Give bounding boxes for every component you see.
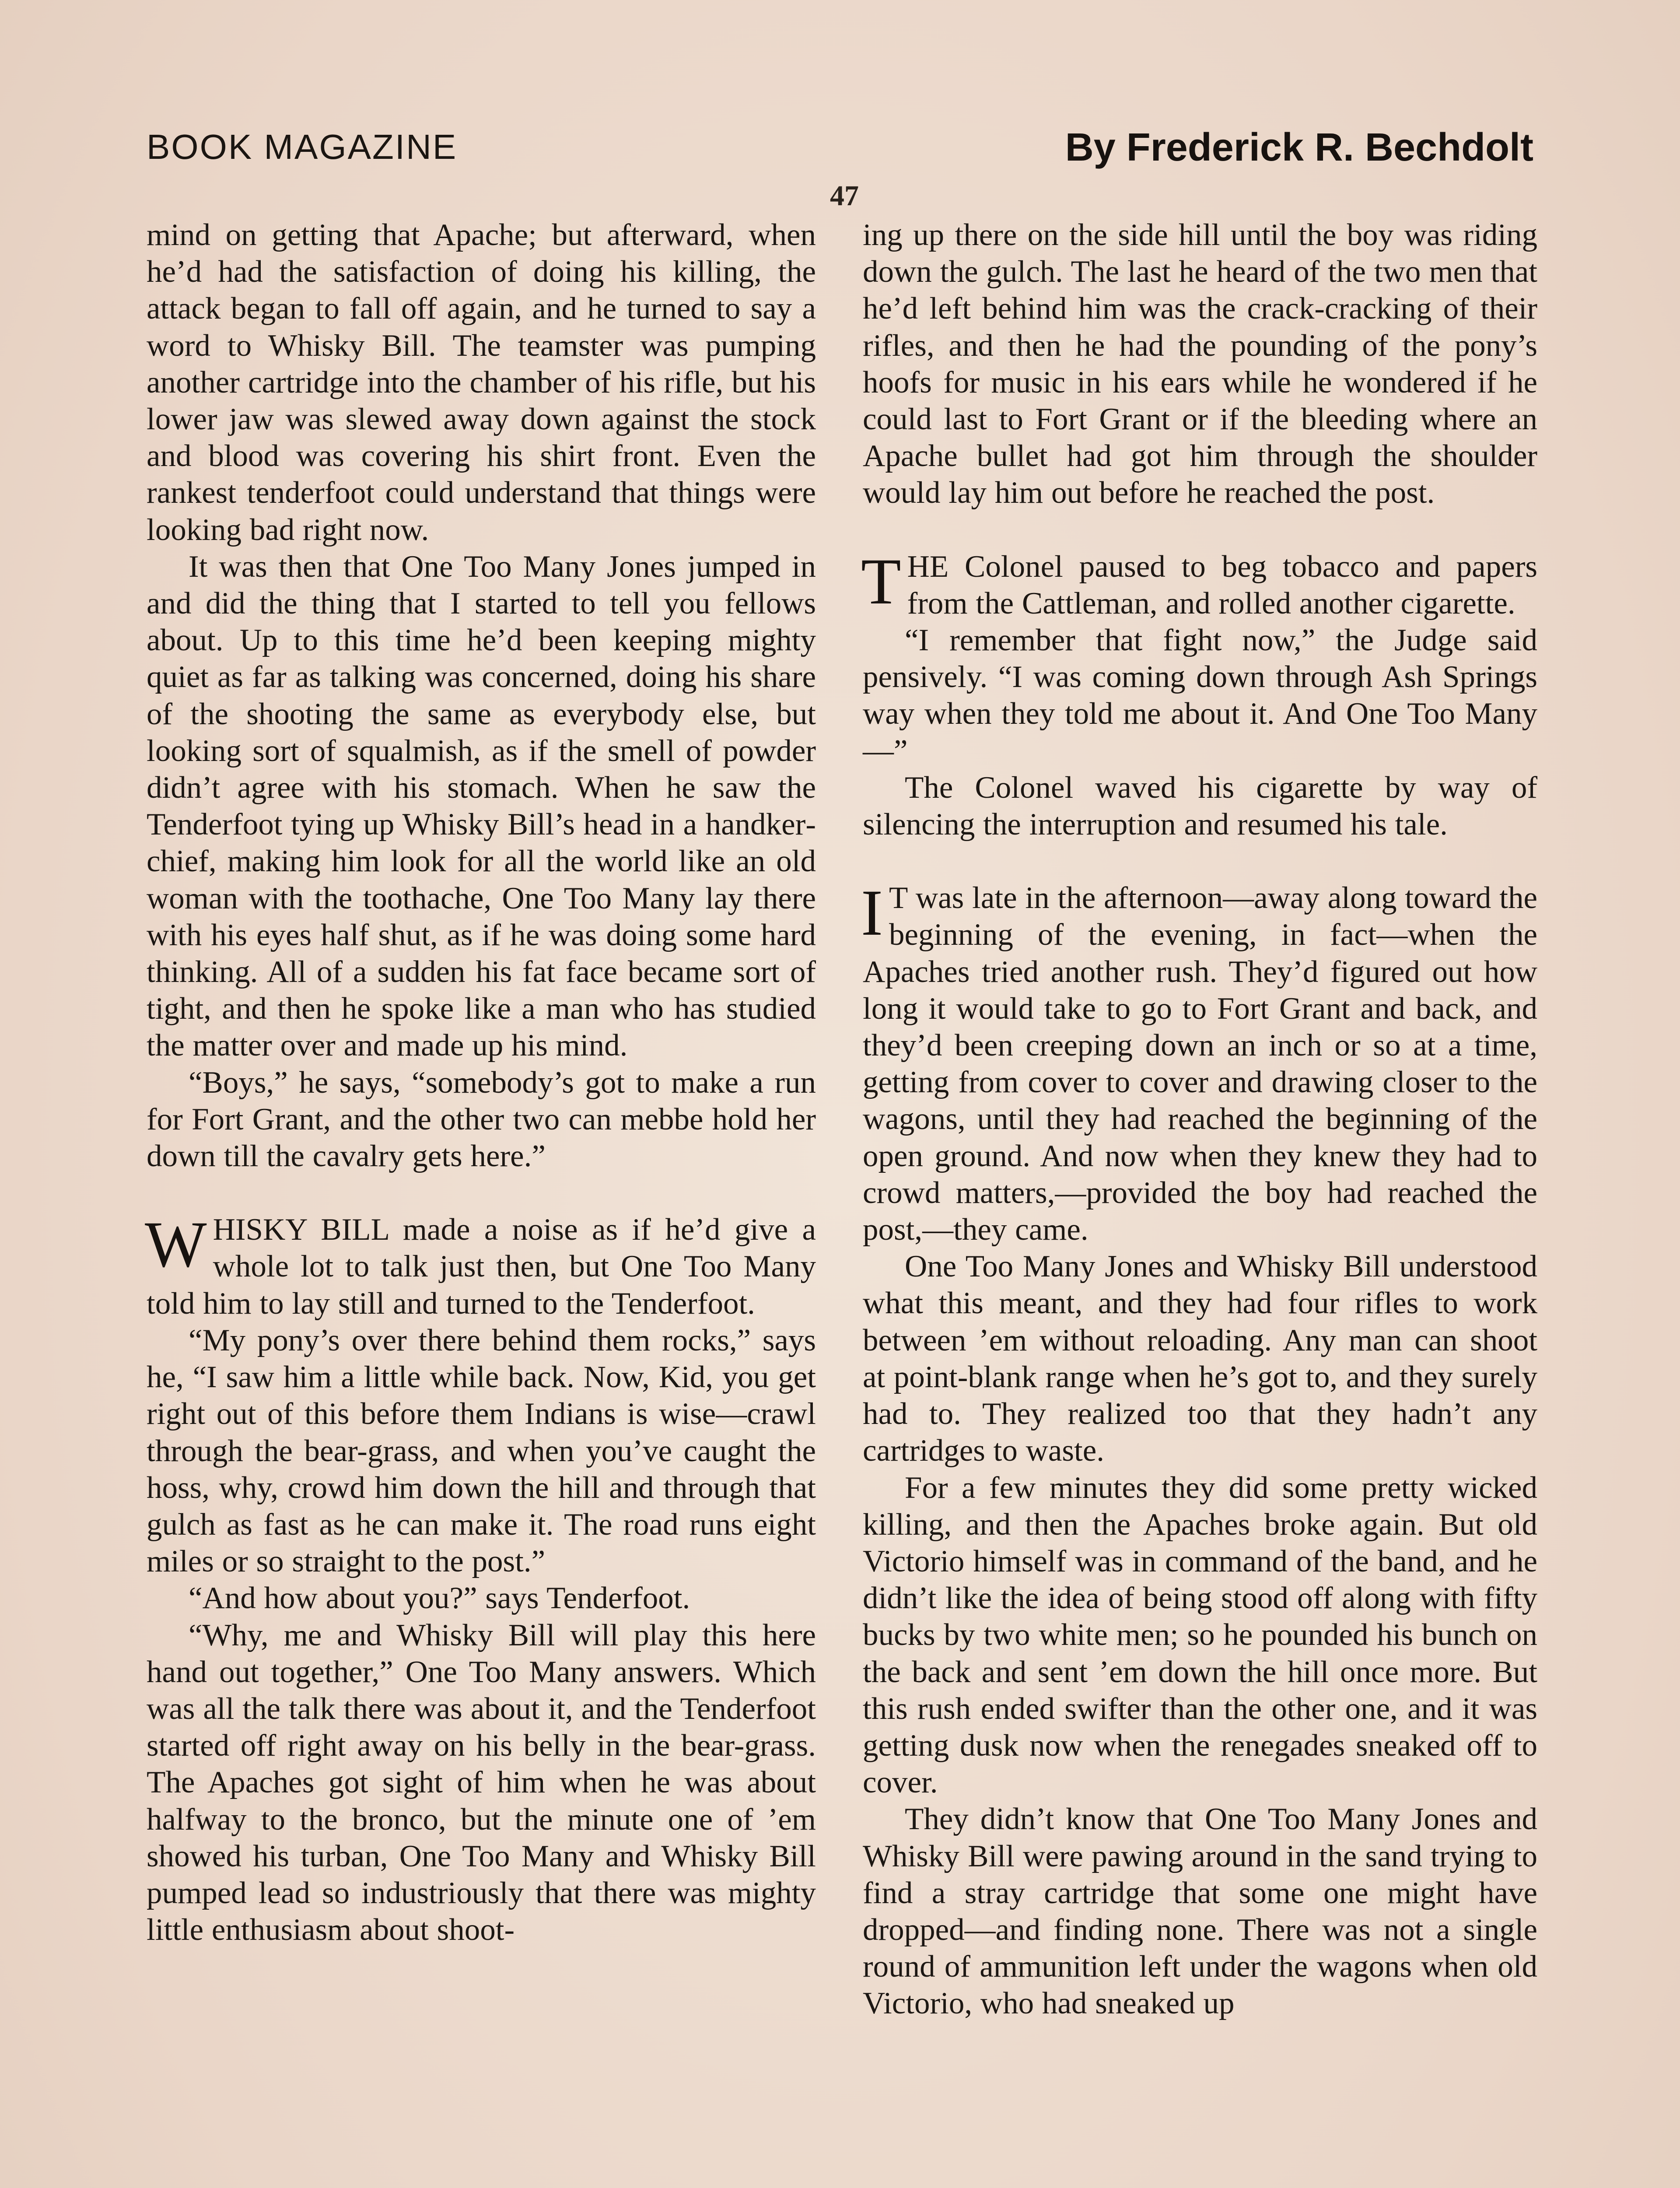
paragraph-text: T was late in the afternoon—away along toward the beginning of the evening, in fact—when the Apaches tried another rush. They’d figured out how long it would take to go to Fort Grant and back, and they’d been creeping down an inch or so at a time, getting from cover to cover and drawing closer to the wagons, until they had reached the beginning of the open ground. And now when they knew they had to crowd matters,—provided the boy had reached the post,—they came.: [863, 881, 1537, 1247]
paragraph: “I remember that fight now,” the Judge said pensively. “I was coming down through Ash Springs way when they told me about it. And One Too Many—”: [863, 623, 1537, 768]
section-opening-paragraph: [145, 1208, 816, 1322]
section-break: [863, 843, 1537, 880]
magazine-title: BOOK MAGAZINE: [147, 127, 458, 166]
author-byline: By Frederick R. Bechdolt: [1065, 126, 1533, 169]
paragraph-text: HISKY BILL made a noise as if he’d give a whole lot to talk just then, but One Too Many told him to lay still and turned to the Tenderfoot.: [147, 1213, 816, 1321]
paragraph: The Colonel waved his cigarette by way of silencing the interruption and resumed his tale.: [863, 770, 1537, 842]
section-break: [147, 1175, 816, 1211]
paragraph: “Why, me and Whisky Bill will play this here hand out together,” One Too Many answers. Which was all the talk there was about it, and the Tenderfoot started off right away on his belly in the bear-grass. The Apaches got sight of him when he was about halfway to the bronco, but the minute one of ’em showed his turban, One Too Many and Whisky Bill pumped lead so industriously that there was mighty little enthusiasm about shoot-: [147, 1618, 816, 1947]
paragraph: ing up there on the side hill until the boy was riding down the gulch. The last he heard of the two men that he’d left behind him was the crack-cracking of their rifles, and then he had the pounding of the pony’s hoofs for music in his ears while he wondered if he could last to Fort Grant or if the bleeding where an Apache bullet had got him through the shoulder would lay him out before he reached the post.: [863, 218, 1537, 510]
running-head: [147, 127, 1533, 179]
paragraph: It was then that One Too Many Jones jumped in and did the thing that I started to tell you fellows about. Up to this time he’d been keeping mighty quiet as far as talking was concerned, doing his share of the shooting the same as everybody else, but looking sort of squalmish, as if the smell of powder didn’t agree with his stomach. When he saw the Tenderfoot tying up Whisky Bill’s head in a handkerchief, making him look for all the world like an old woman with the toothache, One Too Many lay there with his eyes half shut, as if he was doing some hard thinking. All of a sudden his fat face became sort of tight, and then he spoke like a man who has studied the matter over and made up his mind.: [147, 549, 816, 1063]
paragraph: For a few minutes they did some pretty wicked killing, and then the Apaches broke again. But old Victorio himself was in command of the band, and he didn’t like the idea of being stood off along with fifty bucks by two white men; so he pounded his bunch on the back and sent ’em down the hill once more. But this rush ended swifter than the other one, and it was getting dusk now when the renegades sneaked off to cover.: [863, 1470, 1537, 1800]
paragraph-text: HE Colonel paused to beg tobacco and papers from the Cattleman, and rolled another cigarette.: [907, 549, 1537, 621]
drop-cap: W: [145, 1208, 207, 1281]
paragraph: They didn’t know that One Too Many Jones and Whisky Bill were pawing around in the sand trying to find a stray cartridge that some one might have dropped—and finding none. There was not a single round of ammunition left under the wagons when old Victorio, who had sneaked up: [863, 1802, 1537, 2021]
section-opening-paragraph: [861, 877, 1537, 1248]
paragraph: mind on getting that Apache; but afterward, when he’d had the satisfaction of doing his killing, the attack began to fall off again, and he turned to say a word to Whisky Bill. The teamster was pumping another cartridge into the chamber of his rifle, but his lower jaw was slewed away down against the stock and blood was covering his shirt front. Even the rankest tenderfoot could understand that things were looking bad right now.: [147, 218, 816, 547]
section-break: [863, 512, 1537, 548]
paragraph: “Boys,” he says, “somebody’s got to make a run for Fort Grant, and the other two can mebbe hold her down till the cavalry gets here.”: [147, 1065, 816, 1174]
paragraph: “My pony’s over there behind them rocks,” says he, “I saw him a little while back. Now, Kid, you get right out of this before them Indians is wise—crawl through the bear-grass, and when you’ve caught the hoss, why, crowd him down the hill and through that gulch as fast as he can make it. The road runs eight miles or so straight to the post.”: [147, 1323, 816, 1579]
right-column: [863, 217, 1537, 2022]
paragraph: “And how about you?” says Tenderfoot.: [189, 1581, 690, 1616]
paragraph: One Too Many Jones and Whisky Bill understood what this meant, and they had four rifles to work between ’em without reloading. Any man can shoot at point-blank range when he’s got to, and they surely had to. They realized too that they hadn’t any cartridges to waste.: [863, 1249, 1537, 1468]
left-column: [147, 217, 816, 1948]
section-opening-paragraph: [861, 545, 1537, 622]
drop-cap: T: [861, 545, 901, 618]
page-number: 47: [830, 180, 859, 212]
drop-cap: I: [861, 877, 883, 950]
